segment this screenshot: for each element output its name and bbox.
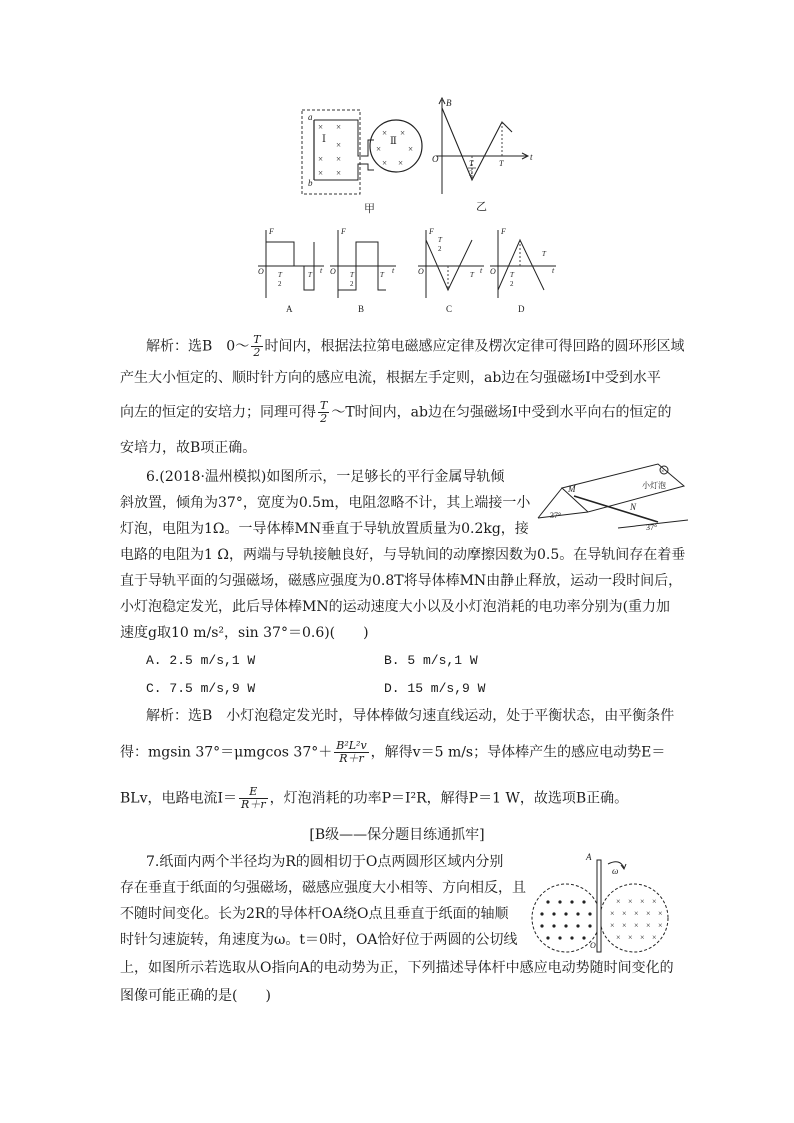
option-d[interactable]: D. 15 m/s,9 W bbox=[384, 681, 486, 696]
tick-t-half-den: 2 bbox=[469, 169, 473, 178]
graph-a-label: A bbox=[286, 304, 293, 314]
label-b: b bbox=[308, 178, 313, 188]
analysis5-text-1b: 时间内，根据法拉第电磁感应定律及楞次定律可得回路的圆环形区域 bbox=[264, 338, 685, 355]
svg-text:×: × bbox=[336, 122, 342, 132]
fraction-t-half-2 bbox=[318, 400, 329, 425]
option-graphs bbox=[256, 226, 555, 318]
svg-text:×: × bbox=[318, 154, 324, 164]
graph-b-axis-t: t bbox=[392, 266, 395, 275]
q7-line4: 时针匀速旋转，角速度为ω。t＝0时，OA恰好位于两圆的公切线 bbox=[120, 932, 518, 948]
caption-jia: 甲 bbox=[364, 203, 375, 215]
frac-num: T bbox=[253, 333, 261, 346]
svg-text:×: × bbox=[318, 168, 324, 178]
svg-text:×: × bbox=[610, 909, 615, 918]
frac-den: R＋r bbox=[339, 752, 364, 765]
graph-c-t-den: 2 bbox=[438, 245, 442, 253]
q6-line3: 灯泡，电阻为1Ω。一导体棒MN垂直于导轨放置质量为0.2kg，接 bbox=[120, 521, 529, 537]
graph-a bbox=[258, 227, 324, 314]
region-1-label: Ⅰ bbox=[322, 134, 326, 145]
lamp-label: 小灯泡 bbox=[642, 481, 666, 490]
svg-text:×: × bbox=[622, 909, 627, 918]
graph-b-label: B bbox=[358, 304, 365, 314]
svg-text:×: × bbox=[398, 158, 404, 168]
svg-text:×: × bbox=[628, 897, 633, 906]
fraction-t-half bbox=[251, 334, 262, 359]
svg-text:×: × bbox=[382, 128, 388, 138]
label-n: N bbox=[630, 502, 637, 512]
svg-text:×: × bbox=[336, 140, 342, 150]
svg-text:×: × bbox=[640, 933, 645, 942]
svg-text:×: × bbox=[336, 154, 342, 164]
q7-line1: 7.纸面内两个半径均为R的圆相切于O点两圆形区域内分别 bbox=[146, 854, 504, 870]
svg-text:×: × bbox=[658, 909, 663, 918]
svg-text:×: × bbox=[646, 921, 651, 930]
graph-a-axis-f: F bbox=[269, 227, 274, 236]
svg-text:×: × bbox=[376, 144, 382, 154]
graph-d bbox=[490, 227, 556, 314]
label-a: A bbox=[586, 852, 592, 862]
svg-text:×: × bbox=[616, 897, 621, 906]
graph-d-label: D bbox=[518, 304, 525, 314]
q7-line5: 上，如图所示若选取从O指向A的电动势为正，下列描述导体杆中感应电动势随时间变化的 bbox=[120, 960, 674, 976]
analysis6-line2 bbox=[120, 740, 665, 765]
graph-d-t-full: T bbox=[542, 250, 546, 258]
svg-text:×: × bbox=[652, 897, 657, 906]
analysis6-text-2a: 得：mgsin 37°＝μmgcos 37°＋ bbox=[120, 744, 333, 761]
svg-text:×: × bbox=[336, 168, 342, 178]
analysis6-text-3b: ，灯泡消耗的功率P＝I²R，解得P＝1 W，故选项B正确。 bbox=[269, 790, 629, 807]
graph-c-label: C bbox=[446, 304, 453, 314]
svg-text:×: × bbox=[616, 933, 621, 942]
svg-text:×: × bbox=[400, 128, 406, 138]
graph-c-axis-t: t bbox=[480, 266, 483, 275]
label-m: M bbox=[568, 484, 576, 494]
option-c[interactable]: C. 7.5 m/s,9 W bbox=[146, 681, 256, 696]
graph-b-t-den: 2 bbox=[350, 280, 354, 288]
figure-yi bbox=[426, 96, 536, 220]
q7-line6: 图像可能正确的是( ) bbox=[120, 988, 271, 1004]
option-a[interactable]: A. 2.5 m/s,1 W bbox=[146, 653, 256, 668]
frac-num: T bbox=[320, 399, 328, 412]
graph-b-origin: O bbox=[330, 267, 336, 276]
frac-den: 2 bbox=[253, 346, 261, 359]
graph-c-t-full: T bbox=[470, 271, 474, 279]
graph-a-t-den: 2 bbox=[278, 280, 282, 288]
region-2-label: Ⅱ bbox=[390, 136, 397, 147]
fraction-current bbox=[239, 786, 268, 811]
graph-d-t-den: 2 bbox=[510, 280, 514, 288]
svg-text:×: × bbox=[658, 921, 663, 930]
q6-line2: 斜放置，倾角为37°，宽度为0.5m，电阻忽略不计，其上端接一小 bbox=[120, 495, 531, 511]
graph-b bbox=[330, 227, 396, 314]
graph-a-t-num: T bbox=[278, 271, 282, 279]
q6-line1: 6.(2018·温州模拟)如图所示，一足够长的平行金属导轨倾 bbox=[146, 469, 505, 485]
svg-text:×: × bbox=[408, 144, 414, 154]
q7-circles-figure bbox=[528, 850, 688, 954]
analysis5-text-3b: ～T时间内，ab边在匀强磁场Ⅰ中受到水平向右的恒定的 bbox=[331, 404, 672, 421]
svg-text:×: × bbox=[622, 921, 627, 930]
section-heading: [B级——保分题目练通抓牢] bbox=[309, 827, 485, 843]
svg-text:×: × bbox=[318, 122, 324, 132]
caption-yi: 乙 bbox=[476, 201, 487, 213]
graph-c-t-num: T bbox=[438, 236, 442, 244]
graph-b-t-full: T bbox=[380, 271, 384, 279]
graph-a-axis-t: t bbox=[320, 266, 323, 275]
q6-line6: 小灯泡稳定发光，此后导体棒MN的运动速度大小以及小灯泡消耗的电功率分别为(重力加 bbox=[120, 599, 671, 615]
q6-line7: 速度g取10 m/s²，sin 37°＝0.6)( ) bbox=[120, 625, 369, 641]
graph-c-origin: O bbox=[418, 267, 424, 276]
tick-t-half-num: T bbox=[469, 159, 474, 168]
analysis5-line4: 安培力，故B项正确。 bbox=[120, 440, 257, 456]
analysis5-line3 bbox=[120, 400, 672, 425]
svg-text:×: × bbox=[646, 909, 651, 918]
svg-text:×: × bbox=[652, 933, 657, 942]
svg-text:×: × bbox=[628, 933, 633, 942]
frac-num: E bbox=[239, 786, 268, 799]
graph-d-axis-f: F bbox=[501, 227, 506, 236]
tick-t-full: T bbox=[499, 159, 504, 168]
analysis6-line1: 解析：选B 小灯泡稳定发光时，导体棒做匀速直线运动，处于平衡状态，由平衡条件 bbox=[146, 708, 675, 724]
q6-rail-figure bbox=[538, 460, 688, 536]
analysis5-line2: 产生大小恒定的、顺时针方向的感应电流，根据左手定则，ab边在匀强磁场Ⅰ中受到水平 bbox=[120, 370, 661, 386]
frac-num: B²L²v bbox=[336, 739, 367, 752]
q7-line2: 存在垂直于纸面的匀强磁场，磁感应强度大小相等、方向相反，且 bbox=[120, 880, 526, 896]
label-a: a bbox=[308, 112, 313, 122]
frac-den: 2 bbox=[320, 412, 328, 425]
rod-oa bbox=[597, 860, 601, 952]
analysis6-text-2b: ，解得v＝5 m/s；导体棒产生的感应电动势E＝ bbox=[370, 744, 666, 761]
svg-text:×: × bbox=[634, 921, 639, 930]
analysis5-line1 bbox=[146, 334, 685, 359]
q7-line3: 不随时间变化。长为2R的导体杆OA绕O点且垂直于纸面的轴顺 bbox=[120, 906, 509, 922]
option-b[interactable]: B. 5 m/s,1 W bbox=[384, 653, 478, 668]
graph-b-axis-f: F bbox=[341, 227, 346, 236]
graph-d-t-num: T bbox=[510, 271, 514, 279]
analysis5-text-3a: 向左的恒定的安培力；同理可得 bbox=[120, 404, 316, 421]
q6-line5: 直于导轨平面的匀强磁场，磁感应强度为0.8T将导体棒MN由静止释放，运动一段时间后， bbox=[120, 573, 683, 589]
axis-label-t: t bbox=[530, 152, 533, 162]
svg-text:×: × bbox=[640, 897, 645, 906]
frac-den: R＋r bbox=[241, 798, 266, 811]
graph-a-origin: O bbox=[258, 267, 264, 276]
rod-mn bbox=[574, 496, 658, 522]
figure-jia bbox=[296, 100, 446, 220]
graph-c bbox=[418, 227, 484, 314]
svg-text:×: × bbox=[634, 909, 639, 918]
graph-b-t-num: T bbox=[350, 271, 354, 279]
right-circle-field bbox=[600, 884, 668, 952]
analysis5-text-1a: 解析：选B 0～ bbox=[146, 338, 250, 355]
graph-d-axis-t: t bbox=[552, 266, 555, 275]
angle-label-2: 37° bbox=[646, 523, 658, 532]
fraction-ampere-force bbox=[334, 740, 368, 765]
graph-c-axis-f: F bbox=[429, 227, 434, 236]
svg-text:×: × bbox=[610, 921, 615, 930]
svg-text:×: × bbox=[661, 469, 665, 475]
graph-d-origin: O bbox=[490, 267, 496, 276]
q6-line4: 电路的电阻为1 Ω，两端与导轨接触良好，与导轨间的动摩擦因数为0.5。在导轨间存在着垂 bbox=[120, 547, 686, 563]
axis-label-b: B bbox=[446, 98, 452, 108]
analysis6-line3 bbox=[120, 786, 628, 811]
svg-text:×: × bbox=[382, 158, 388, 168]
label-o: O bbox=[590, 941, 596, 950]
analysis6-text-3a: BLv，电路电流I＝ bbox=[120, 790, 238, 807]
omega-label: ω bbox=[612, 866, 619, 876]
angle-label-1: 37° bbox=[550, 511, 562, 520]
origin-label: O bbox=[432, 154, 439, 164]
graph-a-t-full: T bbox=[308, 271, 312, 279]
